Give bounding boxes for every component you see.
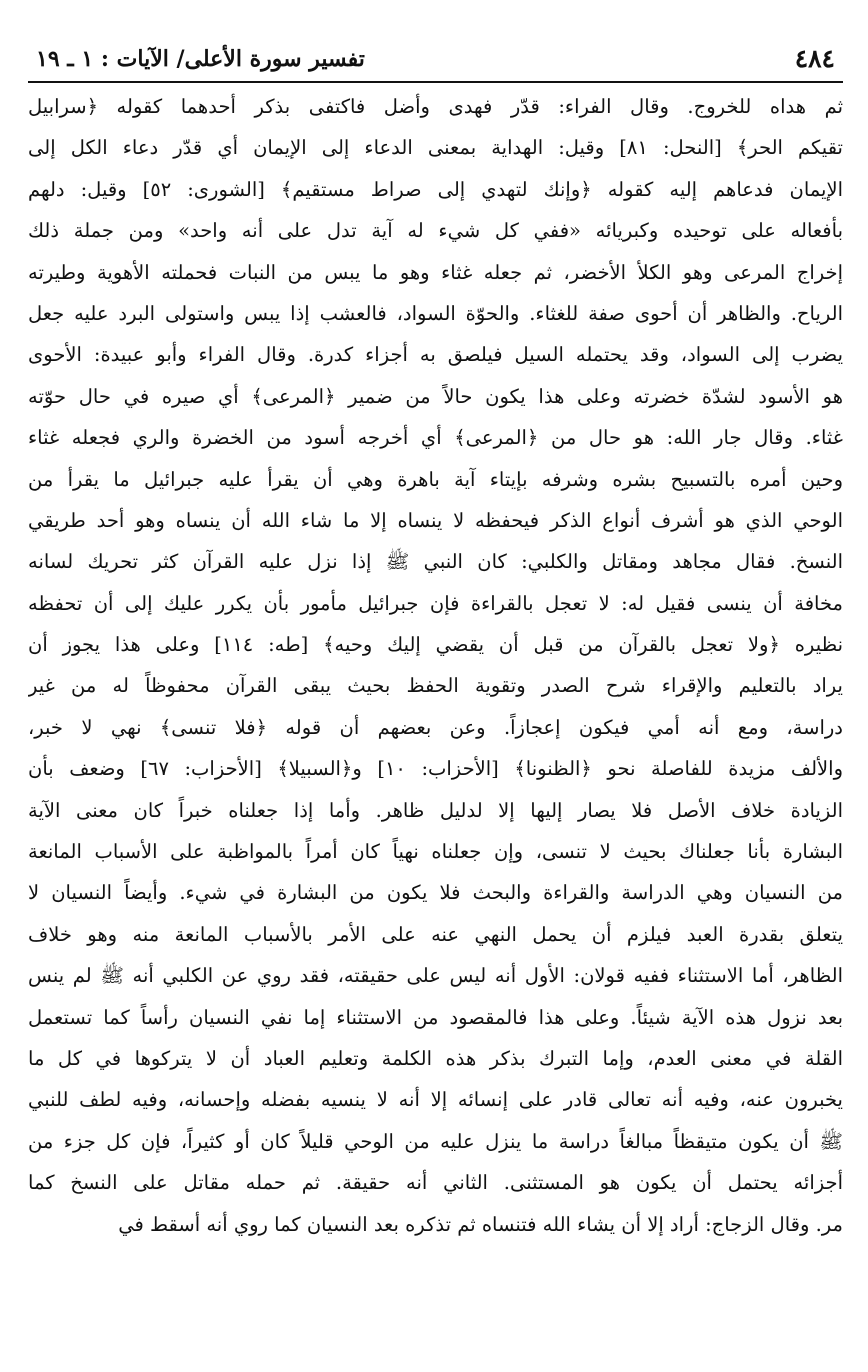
text-line: يضرب إلى السواد، وقد يحتمله السيل فيلصق به أجزاء كدرة. وقال الفراء وأبو عبيدة: الأحوى	[28, 343, 843, 367]
text-line: مر. وقال الزجاج: أراد إلا أن يشاء الله فتنساه ثم تذكره بعد النسيان كما روي أنه أسقط في	[118, 1212, 843, 1236]
text-line: الزيادة خلاف الأصل فلا يصار إليها إلا لدليل ظاهر. وأما إذا جعلناه خبراً كان معنى الآية	[28, 798, 843, 822]
text-line: دراسة، ومع أنه أمي فيكون إعجازاً. وعن بعضهم أن قوله ﴿فلا تنسى﴾ نهي لا خبر،	[28, 715, 843, 739]
text-line: ثم هداه للخروج. وقال الفراء: قدّر فهدى وأضل فاكتفى بذكر أحدهما كقوله ﴿سرابيل	[28, 95, 843, 118]
text-line: الظاهر، أما الاستثناء ففيه قولان: الأول أنه ليس على حقيقته، فقد روي عن الكلبي أنه ﷺ لم ينس	[28, 964, 843, 988]
book-page	[28, 30, 843, 1340]
text-line: غثاء. وقال جار الله: هو حال من ﴿المرعى﴾ أي أخرجه أسود من الخضرة والري فجعله غثاء	[28, 426, 843, 450]
text-line: هو الأسود لشدّة خضرته وعلى هذا يكون حالاً من ضمير ﴿المرعى﴾ أي صيره في حال حوّته	[28, 384, 843, 408]
text-line: والألف مزيدة للفاصلة نحو ﴿الظنونا﴾ [الأحزاب: ١٠] و﴿السبيلا﴾ [الأحزاب: ٦٧] وضعف بأن	[28, 757, 843, 781]
text-line: أجزائه يحتمل أن يكون هو المستثنى. الثاني أنه حقيقة. ثم حمله مقاتل على النسخ كما	[28, 1171, 843, 1195]
text-line: يخبرون عنه، وفيه أنه تعالى قادر على إنسائه إلا أنه لا ينسيه بفضله وإحسانه، وفيه لطف للنبي	[28, 1088, 843, 1112]
page-header	[28, 30, 843, 80]
text-line: الوحي الذي هو أشرف أنواع الذكر فيحفظه لا ينساه إلا ما شاء الله أن ينساه وهو أحد طريقي	[28, 508, 843, 532]
running-title: تفسير سورة الأعلى/ الآيات : ١ ـ ١٩	[36, 46, 365, 72]
text-line: يتعلق بقدرة العبد فيلزم أن يحمل النهي عنه على الأمر بالأسباب المانعة منه وهو خلاف	[28, 922, 843, 946]
text-line: النسخ. فقال مجاهد ومقاتل والكلبي: كان النبي ﷺ إذا نزل عليه القرآن كثر تحريك لسانه	[28, 550, 843, 574]
text-line: وحين أمره بالتسبيح بشره وشرفه بإيتاء آية باهرة وهي أن يقرأ عليه جبرائيل ما يقرأ من	[28, 467, 843, 491]
page-number: ٤٨٤	[794, 44, 835, 73]
text-line: من النسيان وهي الدراسة والقراءة والبحث فلا يكون من البشارة في شيء. وأيضاً النسيان لا	[28, 881, 843, 905]
tafsir-text	[28, 86, 843, 1245]
text-line: تقيكم الحر﴾ [النحل: ٨١] وقيل: الهداية بمعنى الدعاء إلى الإيمان أي قدّر دعاء الكل إلى	[28, 136, 843, 160]
text-line: بعد نزول هذه الآية شيئاً. وعلى هذا فالمقصود من الاستثناء إما نفي النسيان رأساً كما تستعمل	[28, 1005, 843, 1029]
text-line: نظيره ﴿ولا تعجل بالقرآن من قبل أن يقضي إليك وحيه﴾ [طه: ١١٤] وعلى هذا يجوز أن	[28, 633, 843, 657]
header-rule	[28, 81, 843, 83]
text-line: الرياح. والظاهر أن أحوى صفة للغثاء. والحوّة السواد، فالعشب إذا يبس واستولى البرد عليه جعل	[28, 301, 843, 325]
text-line: القلة في معنى العدم، وإما التبرك بذكر هذه الكلمة وتعليم العباد أن لا يتركوها في كل ما	[28, 1046, 843, 1070]
text-line: إخراج المرعى وهو الكلأ الأخضر، ثم جعله غثاء وهو ما يبس من النبات فحملته الأهوية وطيرته	[28, 260, 843, 284]
text-line: الإيمان فدعاهم إليه كقوله ﴿وإنك لتهدي إلى صراط مستقيم﴾ [الشورى: ٥٢] وقيل: دلهم	[28, 177, 843, 201]
text-line: بأفعاله على توحيده وكبريائه «ففي كل شيء له آية تدل على أنه واحد» ومن جملة ذلك	[28, 219, 843, 243]
text-line: ﷺ أن يكون متيقظاً مبالغاً دراسة ما ينزل عليه من الوحي قليلاً كان أو كثيراً، فإن كل جزء من	[28, 1129, 843, 1153]
text-line: البشارة بأنا جعلناك بحيث لا تنسى، وإن جعلناه نهياً كان أمراً بالمواظبة على الأسباب المانعة	[28, 840, 843, 864]
text-line: مخافة أن ينسى فقيل له: لا تعجل بالقراءة فإن جبرائيل مأمور بأن يكرر عليك إلى أن تحفظه	[28, 591, 843, 615]
text-line: يراد بالتعليم والإقراء شرح الصدر وتقوية الحفظ بحيث يبقى القرآن محفوظاً له من غير	[28, 674, 843, 698]
